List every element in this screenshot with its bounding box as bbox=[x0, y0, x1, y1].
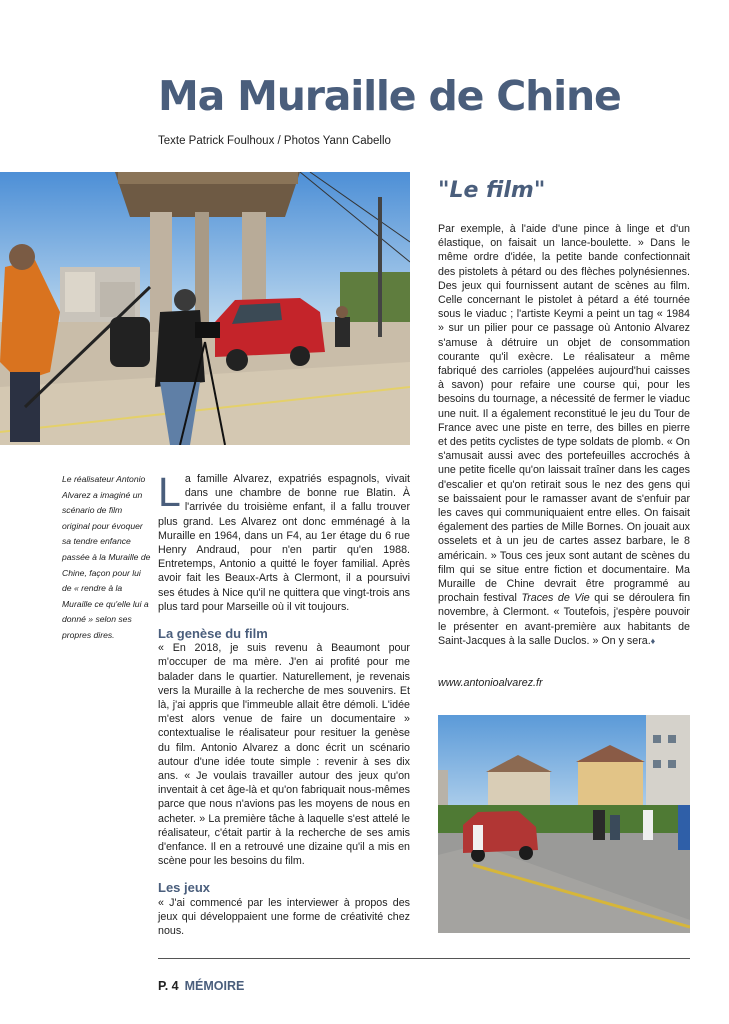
film-paragraph bbox=[438, 222, 690, 648]
right-column bbox=[438, 222, 690, 648]
section-name: MÉMOIRE bbox=[184, 979, 245, 993]
end-mark-icon: ♦ bbox=[650, 635, 656, 646]
film-text-part2: qui se déroulera fin novembre, à Clermont. « Toutefois, j'espère pouvoir le présenter en avant-première aux habitants de Saint-Jacques à la salle Duclos. » On y sera. bbox=[438, 592, 691, 647]
jeux-paragraph: « J'ai commencé par les interviewer à propos des jeux qui développaient une forme de créativité chez nous. bbox=[158, 896, 410, 938]
subhead-genese: La genèse du film bbox=[158, 626, 268, 642]
left-column bbox=[158, 469, 410, 938]
dropcap: L bbox=[158, 469, 181, 515]
website-link[interactable]: www.antonioalvarez.fr bbox=[438, 677, 543, 689]
secondary-photo bbox=[438, 715, 690, 933]
film-text-part1: Par exemple, à l'aide d'une pince à linge et d'un élastique, on faisait un lance-boulette. » Dans le même ordre d'idée, la petite bande confectionnait des pistolets à pétard ou des flèches polynésiennes. Des jeux qui fournissent autant de scènes au film. Celle concernant le pistolet à pétard a été tournée sous le viaduc ; l'artiste Keymi a peint un tag « 1984 » sur un pilier pour ce passage où Antonio Alvarez s'amuse à détruire un objet de consommation courante qu'il exècre. Le réalisateur a même fabriqué des carrioles (appelées aujourd'hui caisses à savon) pour refaire une course qui, pour les besoins du tournage, a nécessité de fermer le viaduc une nuit. Il a également reconstitué le jeu du Tour de France avec une piste en terre, des billes en pierre et des petits cyclistes de type soldats de plomb. « On s'amusait aussi avec des portefeuilles accrochés à une petite ficelle qu'on laissait traîner dans les cages d'escalier et qu'on retirait sous le nez des gens qui se baissaient pour le ramasser avant de s'enfuir par les caves qui communiquaient entre elles. On faisait également des parties de Mille Bornes. On jouait aux osselets et à un jeu de cartes assez barbare, le 8 américain. » Tous ces jeux sont autant de scènes du film qui se situe entre fiction et documentaire. Ma Muraille de Chine devrait être programmé au prochain festival bbox=[438, 223, 690, 605]
subhead-jeux: Les jeux bbox=[158, 880, 211, 896]
intro-paragraph bbox=[158, 469, 410, 614]
footer bbox=[158, 979, 244, 993]
photo-caption: Le réalisateur Antonio Alvarez a imaginé un scénario de film original pour évoquer sa tendre enfance passée à la Muraille de Chine, façon pour lui de « rendre à la Muraille ce qu'elle lui a donné » selon ses propres dires. bbox=[62, 474, 151, 640]
genese-paragraph: « En 2018, je suis revenu à Beaumont pour m'occuper de ma mère. J'en ai profité pour me balader dans le quartier. Naturellement, je revenais vers la Muraille à la recherche de mes souvenirs. Et là, j'ai appris que l'immeuble allait être démoli. L'idée m'est alors venue de faire un documentaire » contextualise le réalisateur pour resituer la genèse du film. Antonio Alvarez a donc écrit un scénario autour d'une idée toute simple : revenir à ses dix ans. « Je voulais travailler autour des jeux qu'on inventait à cet âge-là et qu'on fabriquait nous-mêmes parce que nous n'avions pas les moyens de nous en acheter. » La première tâche à laquelle s'est attelé le réalisateur, c'était partir à la recherche de ses amis d'enfance. Il en a retrouvé une dizaine qu'il a mis en scène pour les besoins du film. bbox=[158, 642, 410, 868]
page-number: P. 4 bbox=[158, 979, 179, 993]
credits: Texte Patrick Foulhoux / Photos Yann Cabello bbox=[158, 135, 391, 147]
festival-name: Traces de Vie bbox=[521, 592, 590, 605]
footer-rule bbox=[158, 958, 690, 959]
intro-text: a famille Alvarez, expatriés espagnols, vivait dans une chambre de bonne rue Blatin. À l'arrivée du troisième enfant, il a fallu trouver plus grand. Les Alvarez ont donc emménagé à la Muraille en 1964, dans un F4, au 1er étage du 6 rue Henry Andraud, pour n'en partir qu'en 1988. Entretemps, Antonio a quitté le foyer familial. Après avoir fait les Beaux-Arts à Clermont, il a poursuivi ses études à Nice qu'il ne quittera que vingt-trois ans plus tard pour Marseille où il vit toujours. bbox=[158, 473, 410, 613]
page-title: Ma Muraille de Chine bbox=[158, 72, 621, 120]
main-photo bbox=[0, 172, 410, 445]
section-title: "Le film" bbox=[438, 178, 546, 203]
